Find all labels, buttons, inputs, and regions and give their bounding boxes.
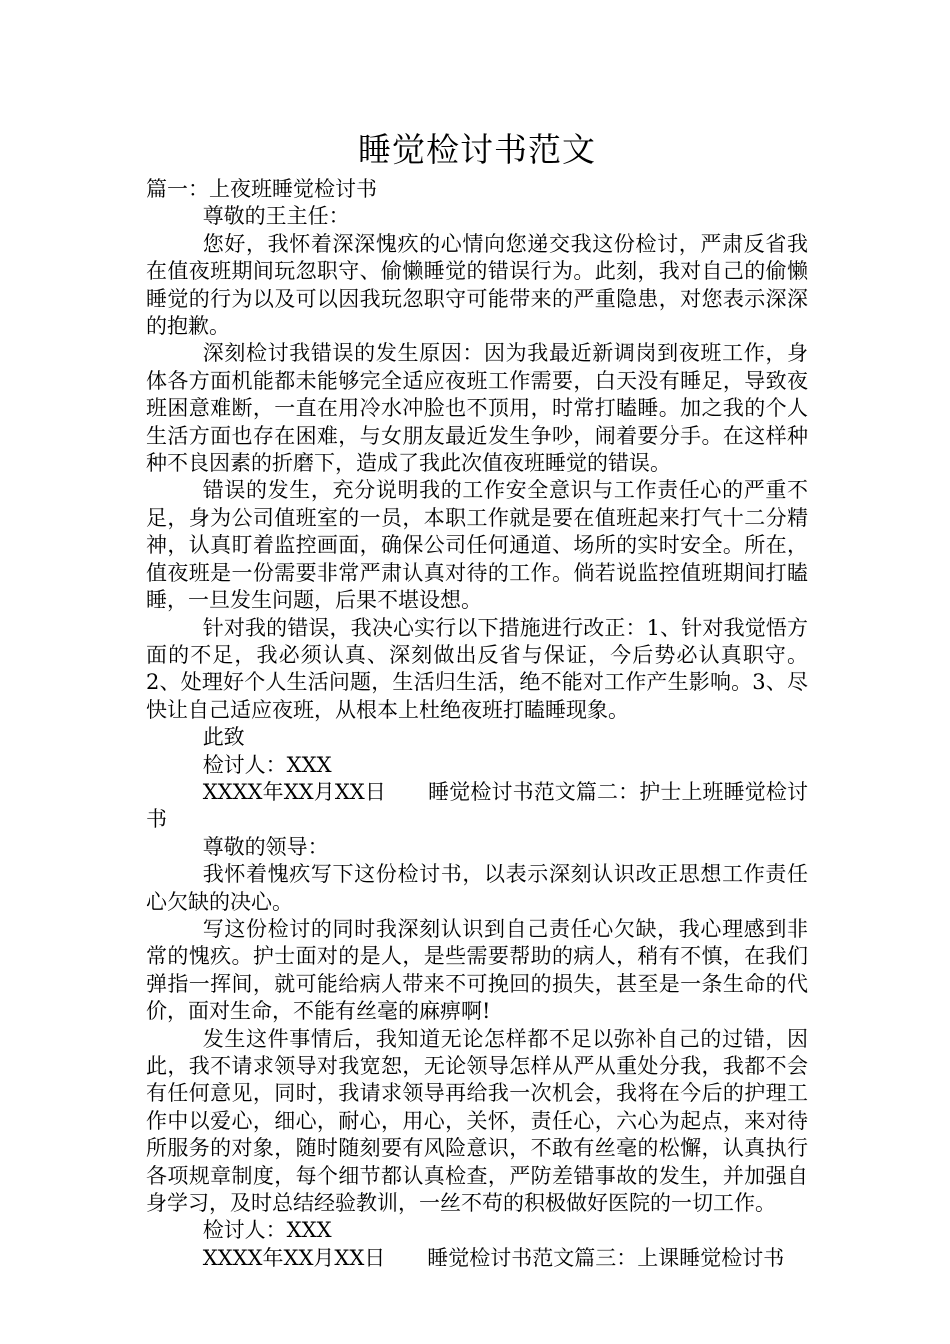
document-title: 睡觉检讨书范文	[358, 130, 596, 169]
paragraph: 您好，我怀着深深愧疚的心情向您递交我这份检讨，严肃反省我在值夜班期间玩忽职守、偷懒睡觉的错误行为。此刻，我对自己的偷懒睡觉的行为以及可以因我玩忽职守可能带来的严重隐患，对您表示深深的抱歉。	[146, 231, 808, 339]
paragraph: 此致	[202, 725, 245, 750]
document-page	[146, 128, 808, 1272]
paragraph: 发生这件事情后，我知道无论怎样都不足以弥补自己的过错，因此，我不请求领导对我宽恕，无论领导怎样从严从重处分我，我都不会有任何意见，同时，我请求领导再给我一次机会，我将在今后的护理工作中以爱心，细心，耐心，用心，关怀，责任心，六心为起点，来对待所服务的对象，随时随刻要有风险意识，不敢有丝毫的松懈，认真执行各项规章制度，每个细节都认真检查，严防差错事故的发生，并加强自身学习，及时总结经验教训，一丝不苟的积极做好医院的一切工作。	[146, 1026, 808, 1216]
paragraph: 错误的发生，充分说明我的工作安全意识与工作责任心的严重不足，身为公司值班室的一员，本职工作就是要在值班起来打气十二分精神，认真盯着监控画面，确保公司任何通道、场所的实时安全。所在，值夜班是一份需要非常严肃认真对待的工作。倘若说监控值班期间打瞌睡，一旦发生问题，后果不堪设想。	[146, 478, 808, 613]
paragraph: 针对我的错误，我决心实行以下措施进行改正：1、针对我觉悟方面的不足，我必须认真、深刻做出反省与保证，今后势必认真职守。2、处理好个人生活问题，生活归生活，绝不能对工作产生影响。3、尽快让自己适应夜班，从根本上杜绝夜班打瞌睡现象。	[146, 615, 808, 722]
paragraph: 检讨人：XXX	[202, 752, 332, 777]
paragraph: XXXX年XX月XX日 睡觉检讨书范文篇三：上课睡觉检讨书	[202, 1245, 785, 1270]
paragraph: 检讨人：XXX	[202, 1218, 332, 1243]
paragraph: 篇一：上夜班睡觉检讨书	[146, 177, 377, 201]
paragraph: 写这份检讨的同时我深刻认识到自己责任心欠缺，我心理感到非常的愧疚。护士面对的是人，是些需要帮助的病人，稍有不慎，在我们弹指一挥间，就可能给病人带来不可挽回的损失，甚至是一条生命的代价，面对生命，不能有丝毫的麻痹啊!	[146, 916, 808, 1024]
paragraph: 尊敬的王主任：	[202, 204, 350, 229]
paragraph: 深刻检讨我错误的发生原因：因为我最近新调岗到夜班工作，身体各方面机能都未能够完全适应夜班工作需要，白天没有睡足，导致夜班困意难断，一直在用冷水冲脸也不顶用，时常打瞌睡。加之我的个人生活方面也存在困难，与女朋友最近发生争吵，闹着要分手。在这样种种不良因素的折磨下，造成了我此次值夜班睡觉的错误。	[146, 341, 808, 476]
paragraph: 我怀着愧疚写下这份检讨书，以表示深刻认识改正思想工作责任心欠缺的决心。	[146, 862, 808, 914]
paragraph: XXXX年XX月XX日 睡觉检讨书范文篇二：护士上班睡觉检讨书	[146, 779, 808, 832]
document-body	[146, 176, 808, 1272]
paragraph: 尊敬的领导：	[202, 834, 329, 859]
